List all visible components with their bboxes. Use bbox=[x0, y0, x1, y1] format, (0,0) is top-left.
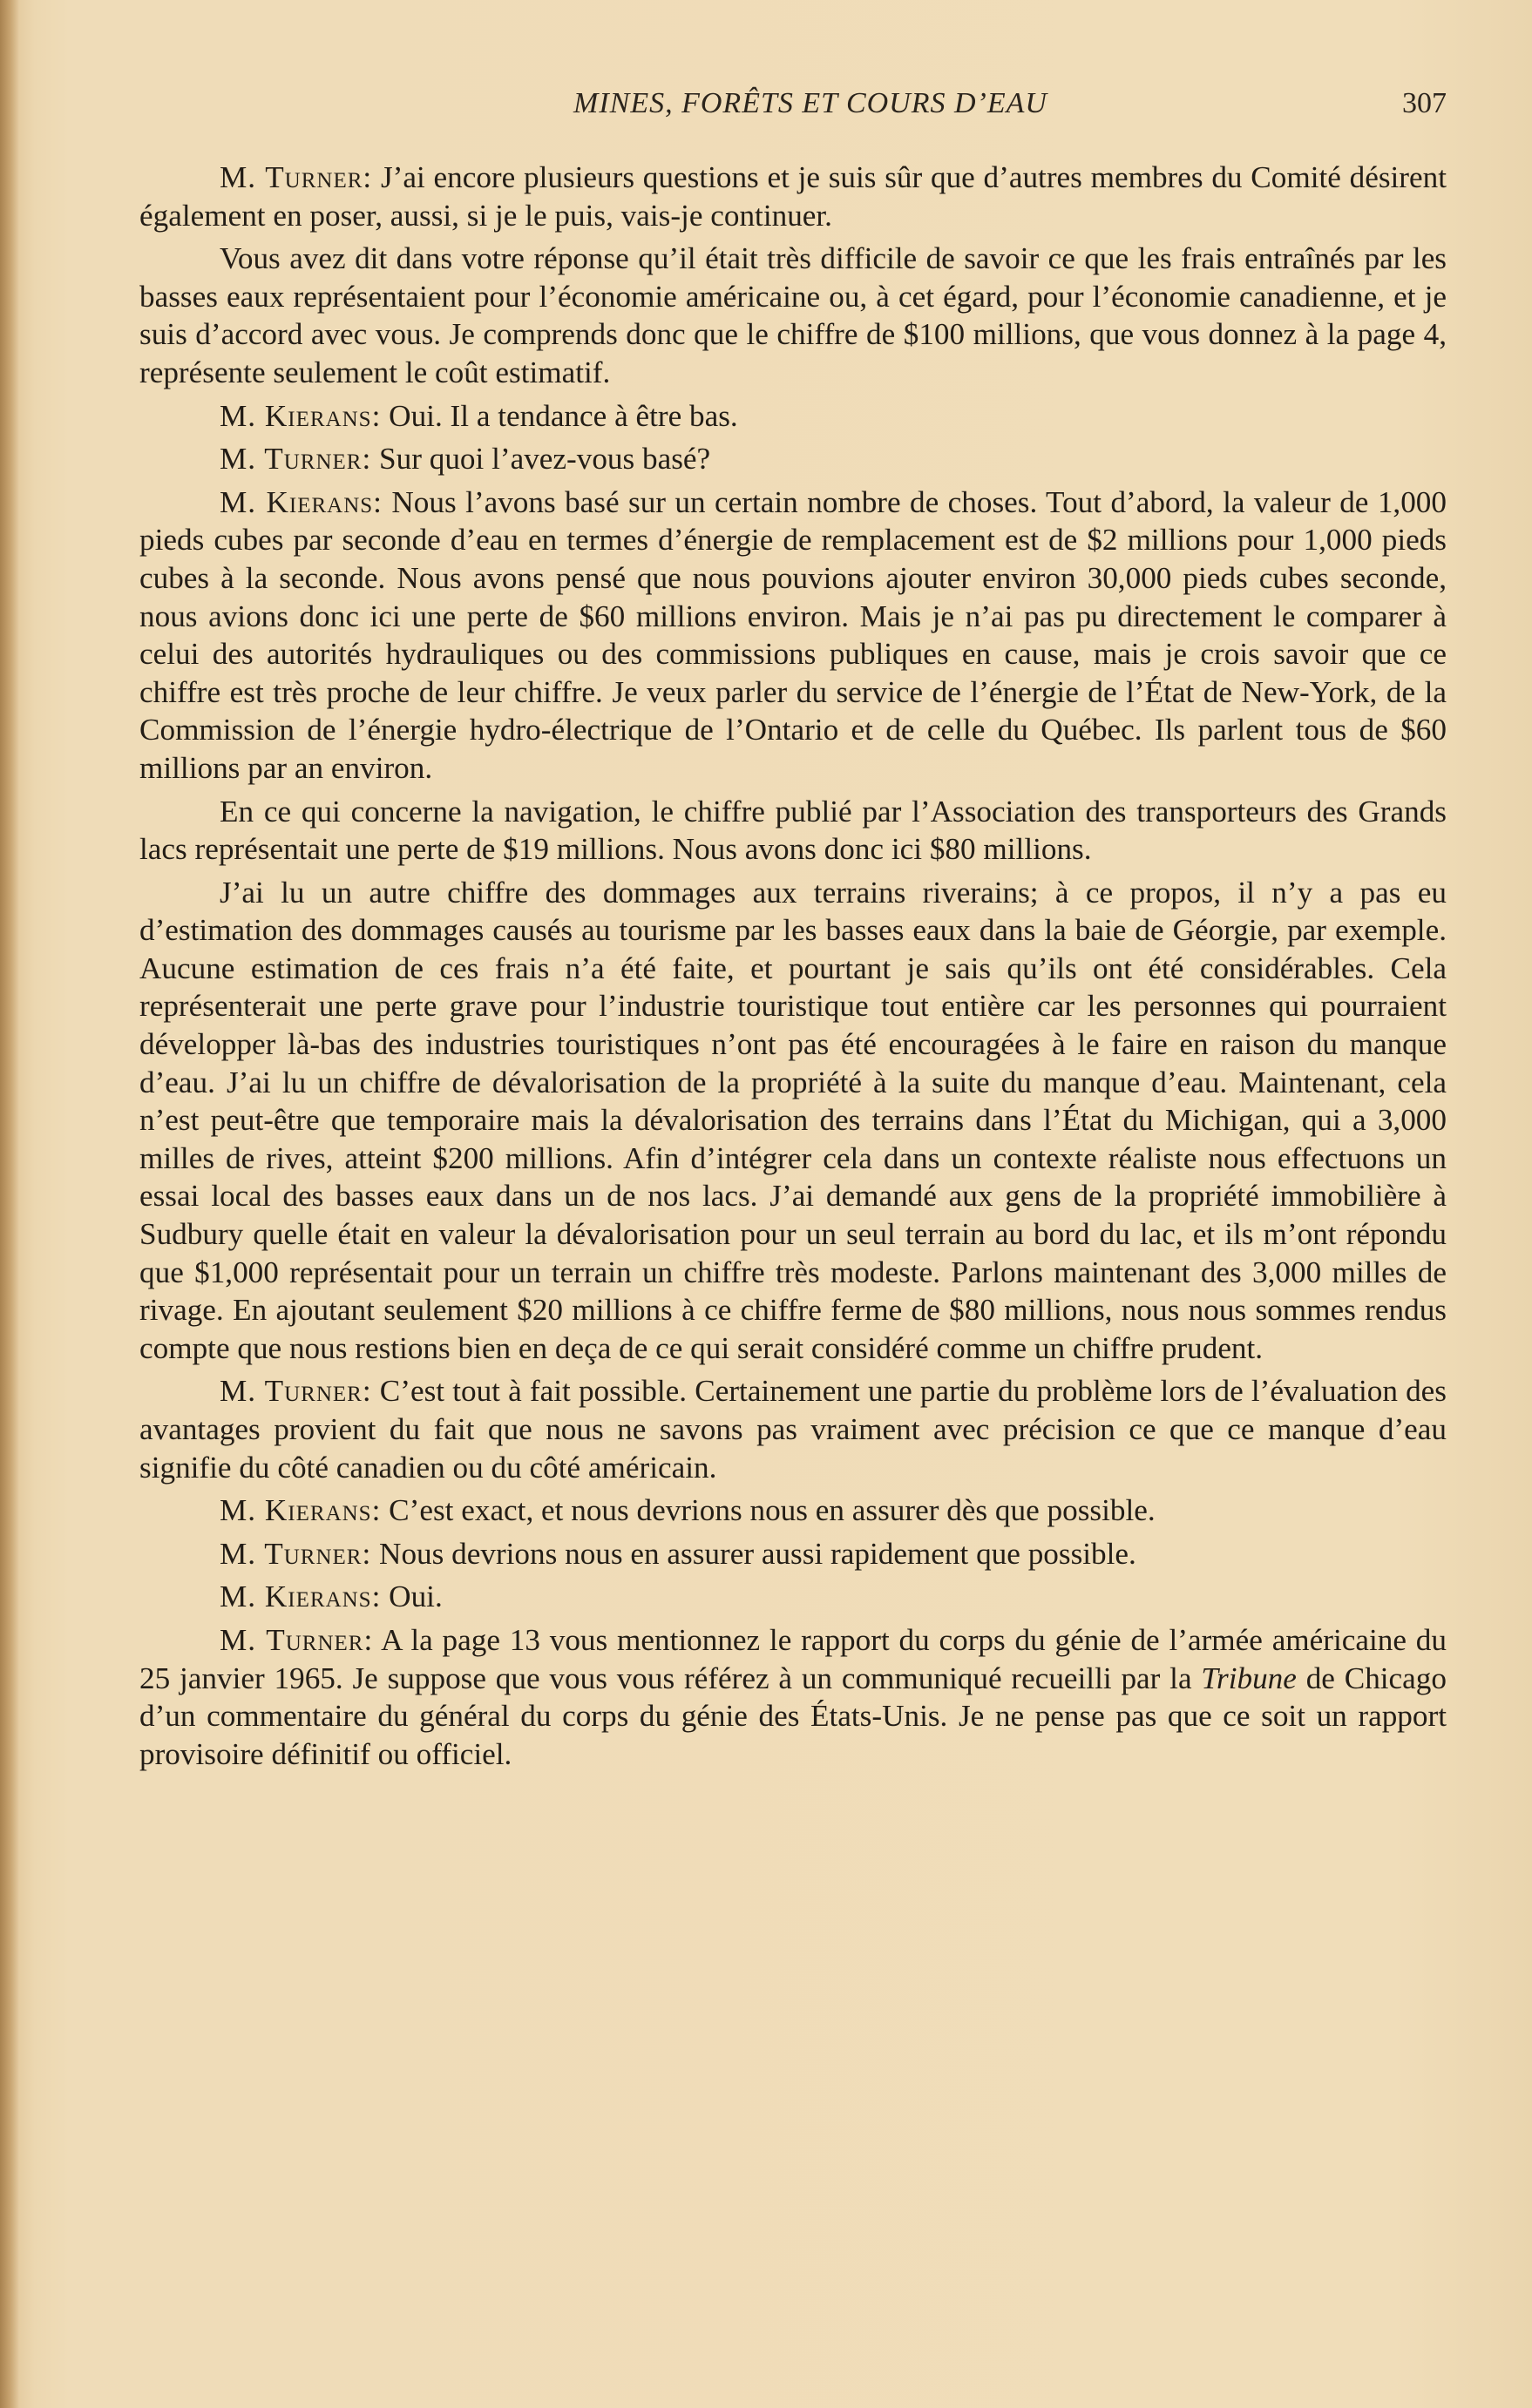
newspaper-title: Tribune bbox=[1201, 1661, 1297, 1695]
paragraph bbox=[139, 484, 1447, 788]
paragraph-text: Oui. Il a tendance à être bas. bbox=[381, 398, 738, 433]
paragraph bbox=[139, 1621, 1447, 1773]
paragraph bbox=[139, 793, 1447, 869]
paragraph-text: C’est tout à fait possible. Certainement une partie du problème lors de l’évaluation des avantages provient du fait que nous ne savons pas vraiment avec précision ce que ce manque d’eau signifie du côté canadien ou du côté américain. bbox=[139, 1374, 1447, 1485]
paragraph bbox=[139, 440, 1447, 478]
paragraph-text: Vous avez dit dans votre réponse qu’il était très difficile de savoir ce que les frais entraînés par les basses eaux représentaient pour l’économie américaine ou, à cet égard, pour l’économie canadienne, et je suis d’accord avec vous. Je comprends donc que le chiffre de $100 millions, que vous donnez à la page 4, représente seulement le coût estimatif. bbox=[139, 241, 1447, 389]
page-number: 307 bbox=[1402, 87, 1447, 119]
speaker-name: M. Kierans: bbox=[220, 1579, 382, 1614]
paragraph bbox=[139, 1372, 1447, 1486]
speaker-name: M. Turner: bbox=[220, 1536, 372, 1571]
paragraph bbox=[139, 397, 1447, 436]
speaker-name: M. Turner: bbox=[220, 1374, 372, 1409]
paragraph bbox=[139, 1491, 1447, 1530]
paragraph bbox=[139, 1578, 1447, 1616]
paragraph-text: Nous devrions nous en assurer aussi rapidement que possible. bbox=[371, 1536, 1136, 1571]
paragraph-text: J’ai encore plusieurs questions et je suis sûr que d’autres membres du Comité désirent également en poser, aussi, si je le puis, vais-je continuer. bbox=[139, 160, 1447, 233]
paragraph bbox=[139, 240, 1447, 391]
paragraph-text: de Chicago d’un commentaire du général du corps du génie des États-Unis. Je ne pense pas que ce soit un rapport provisoire définitif ou officiel. bbox=[139, 1661, 1447, 1771]
running-title: MINES, FORÊTS ET COURS D’EAU bbox=[573, 87, 1047, 119]
body-text bbox=[139, 159, 1447, 1778]
paragraph bbox=[139, 159, 1447, 234]
speaker-name: M. Kierans: bbox=[220, 484, 383, 519]
paragraph-text: Nous l’avons basé sur un certain nombre de choses. Tout d’abord, la valeur de 1,000 pieds cubes par seconde d’eau en termes d’énergie de remplacement est de $2 millions pour 1,000 pieds cubes à la seconde. Nous avons pensé que nous pouvions ajouter environ 30,000 pieds cubes seconde, nous avions donc ici une perte de $60 millions environ. Mais je n’ai pas pu directement le comparer à celui des autorités hydrauliques ou des commissions publiques en cause, mais je crois savoir que ce chiffre est très proche de leur chiffre. Je veux parler du service de l’énergie de l’État de New-York, de la Commission de l’énergie hydro-électrique de l’Ontario et de celle du Québec. Ils parlent tous de $60 millions par an environ. bbox=[139, 484, 1447, 785]
speaker-name: M. Kierans: bbox=[220, 398, 382, 433]
paragraph-text: Oui. bbox=[381, 1579, 443, 1614]
speaker-name: M. Turner: bbox=[220, 442, 372, 477]
paragraph bbox=[139, 874, 1447, 1368]
paragraph-text: En ce qui concerne la navigation, le chiffre publié par l’Association des transporteurs des Grands lacs représentait une perte de $19 millions. Nous avons donc ici $80 millions. bbox=[139, 794, 1447, 867]
speaker-name: M. Turner: bbox=[220, 1622, 374, 1657]
book-spine-shadow bbox=[0, 0, 19, 2408]
paragraph bbox=[139, 1535, 1447, 1573]
speaker-name: M. Kierans: bbox=[220, 1493, 382, 1528]
paragraph-text: Sur quoi l’avez-vous basé? bbox=[371, 442, 711, 477]
paragraph-text: C’est exact, et nous devrions nous en assurer dès que possible. bbox=[381, 1493, 1156, 1528]
page-header bbox=[139, 87, 1447, 131]
paragraph-text: A la page 13 vous mentionnez le rapport du corps du génie de l’armée américaine du 25 janvier 1965. Je suppose que vous vous référez à un communiqué recueilli par la bbox=[139, 1622, 1447, 1695]
speaker-name: M. Turner: bbox=[220, 160, 373, 194]
paragraph-text: J’ai lu un autre chiffre des dommages aux terrains riverains; à ce propos, il n’y a pas eu d’estimation des dommages causés au tourisme par les basses eaux dans la baie de Géorgie, par exemple. Aucune estimation de ces frais n’a été faite, et pourtant je sais qu’ils ont été considérables. Cela représenterait une perte grave pour l’industrie touristique tout entière car les personnes qui pourraient développer là-bas des industries touristiques n’ont pas été encouragées à le faire en raison du manque d’eau. J’ai lu un chiffre de dévalorisation de la propriété à la suite du manque d’eau. Maintenant, cela n’est peut-être que temporaire mais la dévalorisation des terrains dans l’État du Michigan, qui a 3,000 milles de rives, atteint $200 millions. Afin d’intégrer cela dans un contexte réaliste nous effectuons un essai local des basses eaux dans un de nos lacs. J’ai demandé aux gens de la propriété immobilière à Sudbury quelle était en valeur la dévalorisation pour un seul terrain au bord du lac, et ils m’ont répondu que $1,000 représentait pour un terrain un chiffre très modeste. Parlons maintenant des 3,000 milles de rivage. En ajoutant seulement $20 millions à ce chiffre ferme de $80 millions, nous nous sommes rendus compte que nous restions bien en deça de ce qui serait considéré comme un chiffre prudent. bbox=[139, 875, 1447, 1365]
